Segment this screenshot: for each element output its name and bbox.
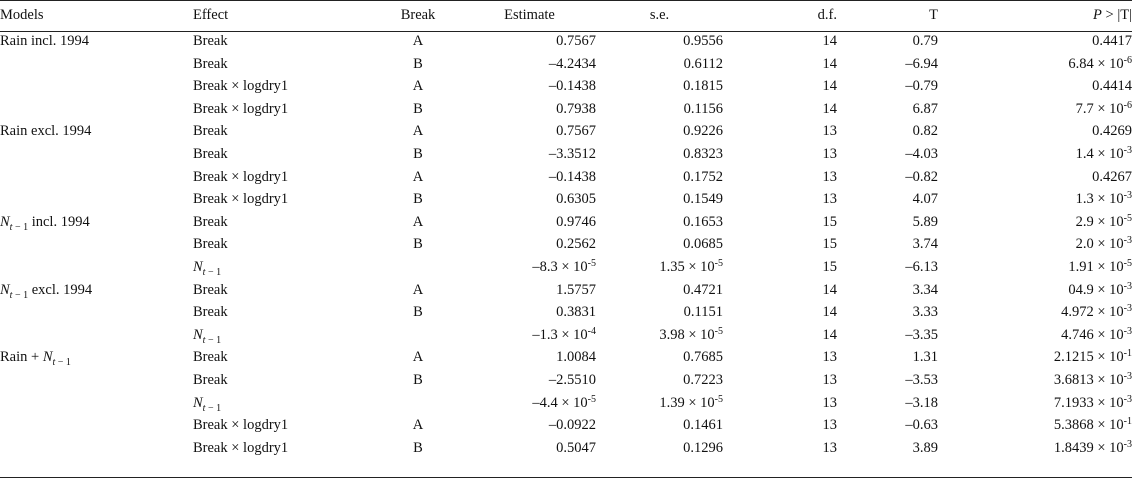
- cell-p: 0.4414: [1092, 78, 1132, 95]
- cell-t: 5.89: [912, 213, 938, 230]
- cell-p: $7.1933 \times 10^{-3}$: [1053, 393, 1132, 411]
- cell-effect: Break: [193, 281, 228, 298]
- cell-se: 0.8323: [683, 145, 723, 162]
- cell-model: [0, 256, 193, 279]
- cell-t: –0.63: [905, 417, 938, 434]
- cell-df: 13: [822, 371, 837, 388]
- cell-p: $1.3 \times 10^{-3}$: [1075, 190, 1132, 208]
- cell-p: $1.4 \times 10^{-3}$: [1075, 144, 1132, 162]
- cell-estimate: 1.5757: [556, 281, 596, 298]
- cell-p: $2.0 \times 10^{-3}$: [1075, 235, 1132, 253]
- header-models: Models: [0, 7, 44, 23]
- cell-break: A: [412, 168, 424, 185]
- cell-t: 0.79: [912, 33, 938, 49]
- cell-se: 0.1156: [683, 100, 723, 117]
- cell-t: –0.82: [905, 168, 938, 185]
- cell-se: 0.9226: [683, 123, 723, 140]
- header-t: T: [929, 7, 938, 23]
- cell-se: 0.1151: [683, 304, 723, 321]
- cell-break: A: [412, 213, 424, 230]
- table-row: [0, 279, 1132, 302]
- cell-se: 0.0685: [683, 236, 723, 253]
- table-row: [0, 392, 1132, 415]
- cell-p: $04.9 \times 10^{-3}$: [1068, 280, 1132, 298]
- cell-estimate: –0.1438: [548, 168, 596, 185]
- header-se: s.e.: [649, 7, 670, 23]
- cell-df: 15: [822, 236, 837, 253]
- cell-model: [0, 369, 193, 392]
- table-row: [0, 211, 1132, 234]
- cell-effect: Break: [193, 123, 228, 140]
- cell-effect: Break: [193, 236, 228, 253]
- cell-effect: Break × logdry1: [193, 168, 289, 185]
- cell-estimate: $-4.4 \times 10^{-5}$: [532, 393, 596, 411]
- table-row: [0, 437, 1132, 460]
- cell-effect: Break: [193, 213, 228, 230]
- cell-estimate: –2.5510: [548, 371, 596, 388]
- cell-effect: Break × logdry1: [193, 100, 289, 117]
- cell-model: [0, 98, 193, 121]
- cell-effect: Break × logdry1: [193, 191, 289, 208]
- cell-break: [373, 392, 463, 415]
- cell-estimate: $-1.3 \times 10^{-4}$: [532, 325, 596, 343]
- cell-estimate: 0.2562: [556, 236, 596, 253]
- cell-estimate: –3.3512: [548, 145, 596, 162]
- table-row: [0, 120, 1132, 143]
- cell-break: A: [412, 417, 424, 434]
- cell-t: 3.33: [912, 304, 938, 321]
- cell-estimate: 0.9746: [556, 213, 596, 230]
- cell-df: 14: [822, 326, 837, 343]
- table-row: [0, 414, 1132, 437]
- table-row: [0, 75, 1132, 98]
- cell-p: $6.84 \times 10^{-6}$: [1068, 54, 1132, 72]
- cell-se: 0.7685: [683, 349, 723, 366]
- table-row: [0, 233, 1132, 256]
- cell-effect: Break × logdry1: [193, 439, 289, 456]
- cell-break: B: [413, 100, 423, 117]
- table-row: [0, 166, 1132, 189]
- header-p: P > |T|: [1093, 7, 1132, 23]
- table-row: [0, 143, 1132, 166]
- table-row: [0, 53, 1132, 76]
- cell-se: 0.1549: [683, 191, 723, 208]
- cell-t: 3.34: [912, 281, 938, 298]
- table-row: [0, 188, 1132, 211]
- cell-p: $1.91 \times 10^{-5}$: [1068, 257, 1132, 275]
- header-row: [0, 1, 1132, 30]
- cell-df: 15: [822, 213, 837, 230]
- cell-df: 13: [822, 123, 837, 140]
- cell-break: B: [413, 439, 423, 456]
- cell-effect: Break: [193, 55, 228, 72]
- cell-se: 0.1653: [683, 213, 723, 230]
- cell-p: $1.8439 \times 10^{-3}$: [1053, 438, 1132, 456]
- cell-p: $4.746 \times 10^{-3}$: [1061, 325, 1132, 343]
- cell-df: 13: [822, 191, 837, 208]
- cell-break: A: [412, 123, 424, 140]
- cell-estimate: 0.7938: [556, 100, 596, 117]
- cell-p: $4.972 \times 10^{-3}$: [1061, 303, 1132, 321]
- cell-df: 13: [822, 417, 837, 434]
- cell-p: 0.4267: [1092, 168, 1132, 185]
- cell-break: B: [413, 191, 423, 208]
- cell-df: 13: [822, 394, 837, 411]
- cell-t: –6.94: [905, 55, 938, 72]
- cell-df: 13: [822, 349, 837, 366]
- cell-break: [373, 256, 463, 279]
- cell-model: [0, 301, 193, 324]
- cell-se: 0.6112: [683, 55, 723, 72]
- cell-df: 14: [822, 33, 837, 49]
- cell-model: $N_{t - 1}$ excl. 1994: [0, 281, 93, 301]
- cell-effect: Break × logdry1: [193, 78, 289, 95]
- cell-estimate: –0.1438: [548, 78, 596, 95]
- cell-break: A: [412, 78, 424, 95]
- table-row: [0, 346, 1132, 369]
- cell-t: 6.87: [912, 100, 938, 117]
- table-body: [0, 30, 1132, 459]
- cell-estimate: 0.7567: [556, 33, 596, 49]
- cell-t: –3.35: [905, 326, 938, 343]
- cell-t: 4.07: [912, 191, 938, 208]
- cell-model: [0, 143, 193, 166]
- cell-df: 14: [822, 78, 837, 95]
- cell-model: [0, 188, 193, 211]
- cell-se: 0.1815: [683, 78, 723, 95]
- cell-break: A: [412, 33, 424, 49]
- cell-df: 13: [822, 145, 837, 162]
- table-row: [0, 369, 1132, 392]
- regression-results-table: [0, 1, 1132, 459]
- cell-t: –3.53: [905, 371, 938, 388]
- table-row: [0, 256, 1132, 279]
- cell-p: $3.6813 \times 10^{-3}$: [1053, 370, 1132, 388]
- cell-estimate: 1.0084: [556, 349, 596, 366]
- cell-effect: $N_{t - 1}$: [193, 326, 222, 346]
- cell-break: A: [412, 349, 424, 366]
- cell-estimate: 0.3831: [556, 304, 596, 321]
- cell-model: [0, 166, 193, 189]
- cell-se: $1.39 \times 10^{-5}$: [659, 393, 723, 411]
- header-effect: Effect: [193, 7, 229, 23]
- header-break: Break: [400, 7, 436, 23]
- cell-effect: Break × logdry1: [193, 417, 289, 434]
- cell-t: 1.31: [912, 349, 938, 366]
- cell-estimate: 0.7567: [556, 123, 596, 140]
- cell-se: 0.1461: [683, 417, 723, 434]
- cell-df: 15: [822, 258, 837, 275]
- cell-estimate: –4.2434: [548, 55, 596, 72]
- cell-t: –4.03: [905, 145, 938, 162]
- cell-df: 14: [822, 100, 837, 117]
- cell-p: 0.4417: [1092, 33, 1132, 49]
- cell-t: 3.74: [912, 236, 938, 253]
- cell-break: [373, 324, 463, 347]
- header-df: d.f.: [817, 7, 837, 23]
- cell-model: [0, 324, 193, 347]
- cell-estimate: 0.6305: [556, 191, 596, 208]
- cell-model: Rain incl. 1994: [0, 33, 90, 49]
- bottom-rule: [0, 477, 1132, 478]
- cell-effect: $N_{t - 1}$: [193, 394, 222, 414]
- cell-df: 14: [822, 281, 837, 298]
- cell-estimate: –0.0922: [548, 417, 596, 434]
- cell-se: 0.9556: [683, 33, 723, 49]
- cell-break: A: [412, 281, 424, 298]
- cell-break: B: [413, 145, 423, 162]
- cell-df: 14: [822, 304, 837, 321]
- table-row: [0, 30, 1132, 53]
- cell-p: $2.9 \times 10^{-5}$: [1075, 212, 1132, 230]
- cell-model: [0, 233, 193, 256]
- cell-estimate: 0.5047: [556, 439, 596, 456]
- cell-se: 0.4721: [683, 281, 723, 298]
- cell-model: Rain + $N_{t - 1}$: [0, 349, 71, 369]
- cell-df: 14: [822, 55, 837, 72]
- cell-effect: Break: [193, 145, 228, 162]
- cell-model: [0, 75, 193, 98]
- cell-t: –3.18: [905, 394, 938, 411]
- cell-effect: Break: [193, 304, 228, 321]
- cell-effect: Break: [193, 371, 228, 388]
- cell-t: 0.82: [912, 123, 938, 140]
- cell-se: 0.1752: [683, 168, 723, 185]
- table-row: [0, 301, 1132, 324]
- cell-model: Rain excl. 1994: [0, 123, 92, 140]
- cell-effect: Break: [193, 349, 228, 366]
- cell-se: $3.98 \times 10^{-5}$: [659, 325, 723, 343]
- cell-model: [0, 414, 193, 437]
- cell-t: –6.13: [905, 258, 938, 275]
- cell-p: $2.1215 \times 10^{-1}$: [1053, 348, 1132, 366]
- cell-se: $1.35 \times 10^{-5}$: [659, 257, 723, 275]
- cell-estimate: $-8.3 \times 10^{-5}$: [532, 257, 596, 275]
- cell-t: 3.89: [912, 439, 938, 456]
- table-row: [0, 324, 1132, 347]
- cell-p: 0.4269: [1092, 123, 1132, 140]
- header-estimate: Estimate: [504, 7, 555, 23]
- cell-model: [0, 437, 193, 460]
- cell-se: 0.7223: [683, 371, 723, 388]
- cell-se: 0.1296: [683, 439, 723, 456]
- cell-break: B: [413, 304, 423, 321]
- table-row: [0, 98, 1132, 121]
- cell-effect: Break: [193, 33, 228, 49]
- cell-model: $N_{t - 1}$ incl. 1994: [0, 213, 90, 233]
- cell-break: B: [413, 55, 423, 72]
- cell-effect: $N_{t - 1}$: [193, 258, 222, 278]
- cell-p: $5.3868 \times 10^{-1}$: [1053, 416, 1132, 434]
- cell-p: $7.7 \times 10^{-6}$: [1075, 99, 1132, 117]
- cell-t: –0.79: [905, 78, 938, 95]
- cell-df: 13: [822, 168, 837, 185]
- cell-break: B: [413, 371, 423, 388]
- cell-model: [0, 53, 193, 76]
- cell-model: [0, 392, 193, 415]
- cell-df: 13: [822, 439, 837, 456]
- cell-break: B: [413, 236, 423, 253]
